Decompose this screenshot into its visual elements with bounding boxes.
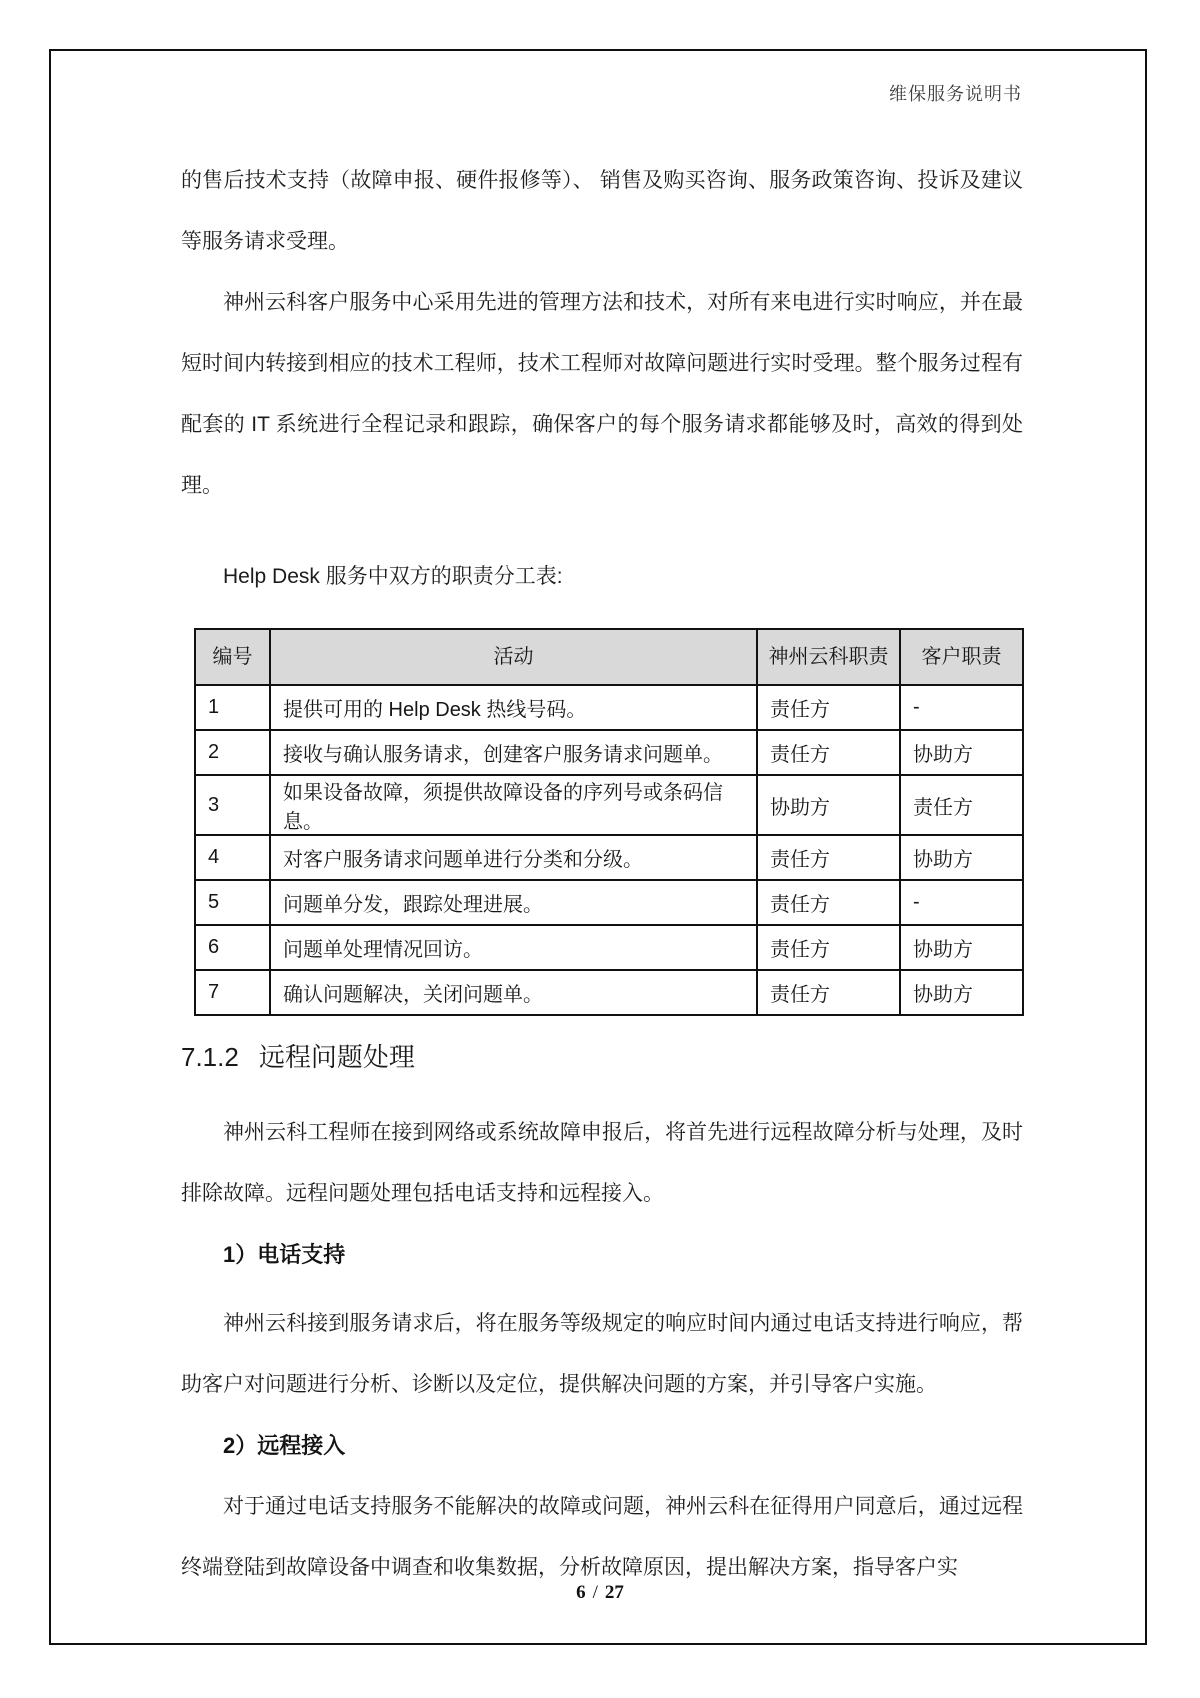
cell-activity: 提供可用的 Help Desk 热线号码。 xyxy=(270,685,757,730)
section-number: 7.1.2 xyxy=(181,1042,239,1072)
subheading-phone-support: 1）电话支持 xyxy=(223,1242,346,1267)
page-content xyxy=(181,150,1023,1598)
cell-activity: 如果设备故障，须提供故障设备的序列号或条码信息。 xyxy=(270,775,757,835)
cell-vendor-role: 责任方 xyxy=(757,730,900,775)
cell-customer-role: 协助方 xyxy=(900,970,1023,1015)
table-row xyxy=(195,970,1023,1015)
subheading-remote-access: 2）远程接入 xyxy=(223,1433,346,1458)
document-header xyxy=(180,80,1022,106)
column-header-customer-role: 客户职责 xyxy=(900,629,1023,685)
table-caption: Help Desk 服务中双方的职责分工表: xyxy=(223,565,563,588)
cell-customer-role: 协助方 xyxy=(900,835,1023,880)
paragraph-phone-support: 神州云科接到服务请求后，将在服务等级规定的响应时间内通过电话支持进行响应，帮助客户对问题进行分析、诊断以及定位，提供解决问题的方案，并引导客户实施。 xyxy=(181,1312,1023,1396)
cell-number: 1 xyxy=(195,685,270,730)
cell-customer-role: 责任方 xyxy=(900,775,1023,835)
section-heading-7-1-2 xyxy=(181,1038,1023,1076)
table-row xyxy=(195,880,1023,925)
cell-activity: 问题单分发，跟踪处理进展。 xyxy=(270,880,757,925)
cell-customer-role: - xyxy=(900,880,1023,925)
cell-number: 4 xyxy=(195,835,270,880)
table-header-row xyxy=(195,629,1023,685)
cell-activity: 接收与确认服务请求，创建客户服务请求问题单。 xyxy=(270,730,757,775)
table-row xyxy=(195,925,1023,970)
cell-activity: 确认问题解决，关闭问题单。 xyxy=(270,970,757,1015)
column-header-number: 编号 xyxy=(195,629,270,685)
cell-number: 7 xyxy=(195,970,270,1015)
table-row xyxy=(195,730,1023,775)
cell-activity: 对客户服务请求问题单进行分类和分级。 xyxy=(270,835,757,880)
cell-customer-role: 协助方 xyxy=(900,925,1023,970)
cell-vendor-role: 责任方 xyxy=(757,835,900,880)
column-header-activity: 活动 xyxy=(270,629,757,685)
total-pages: 27 xyxy=(604,1582,624,1603)
table-row xyxy=(195,835,1023,880)
paragraph-service-center: 神州云科客户服务中心采用先进的管理方法和技术，对所有来电进行实时响应，并在最短时间内转接到相应的技术工程师，技术工程师对故障问题进行实时受理。整个服务过程有配套的 IT 系统进行全程记录和跟踪，确保客户的每个服务请求都能够及时，高效的得到处理。 xyxy=(181,291,1023,497)
cell-vendor-role: 责任方 xyxy=(757,925,900,970)
cell-customer-role: 协助方 xyxy=(900,730,1023,775)
cell-activity: 问题单处理情况回访。 xyxy=(270,925,757,970)
table-row xyxy=(195,775,1023,835)
cell-vendor-role: 责任方 xyxy=(757,685,900,730)
paragraph-continuation: 的售后技术支持（故障申报、硬件报修等）、 销售及购买咨询、服务政策咨询、投诉及建议等服务请求受理。 xyxy=(181,169,1023,253)
cell-customer-role: - xyxy=(900,685,1023,730)
column-header-vendor-role: 神州云科职责 xyxy=(757,629,900,685)
cell-number: 5 xyxy=(195,880,270,925)
table-row xyxy=(195,685,1023,730)
header-title: 维保服务说明书 xyxy=(889,84,1022,104)
cell-vendor-role: 责任方 xyxy=(757,970,900,1015)
cell-number: 6 xyxy=(195,925,270,970)
paragraph-remote-access: 对于通过电话支持服务不能解决的故障或问题，神州云科在征得用户同意后，通过远程终端登陆到故障设备中调查和收集数据，分析故障原因，提出解决方案，指导客户实 xyxy=(181,1495,1023,1579)
cell-vendor-role: 责任方 xyxy=(757,880,900,925)
page-number: 6 xyxy=(576,1582,586,1603)
document-footer xyxy=(0,1582,1200,1604)
cell-vendor-role: 协助方 xyxy=(757,775,900,835)
cell-number: 2 xyxy=(195,730,270,775)
paragraph-remote-handling: 神州云科工程师在接到网络或系统故障申报后，将首先进行远程故障分析与处理，及时排除故障。远程问题处理包括电话支持和远程接入。 xyxy=(181,1121,1023,1205)
page-separator: / xyxy=(592,1582,598,1603)
section-title: 远程问题处理 xyxy=(258,1042,415,1072)
responsibility-table xyxy=(194,628,1024,1016)
cell-number: 3 xyxy=(195,775,270,835)
